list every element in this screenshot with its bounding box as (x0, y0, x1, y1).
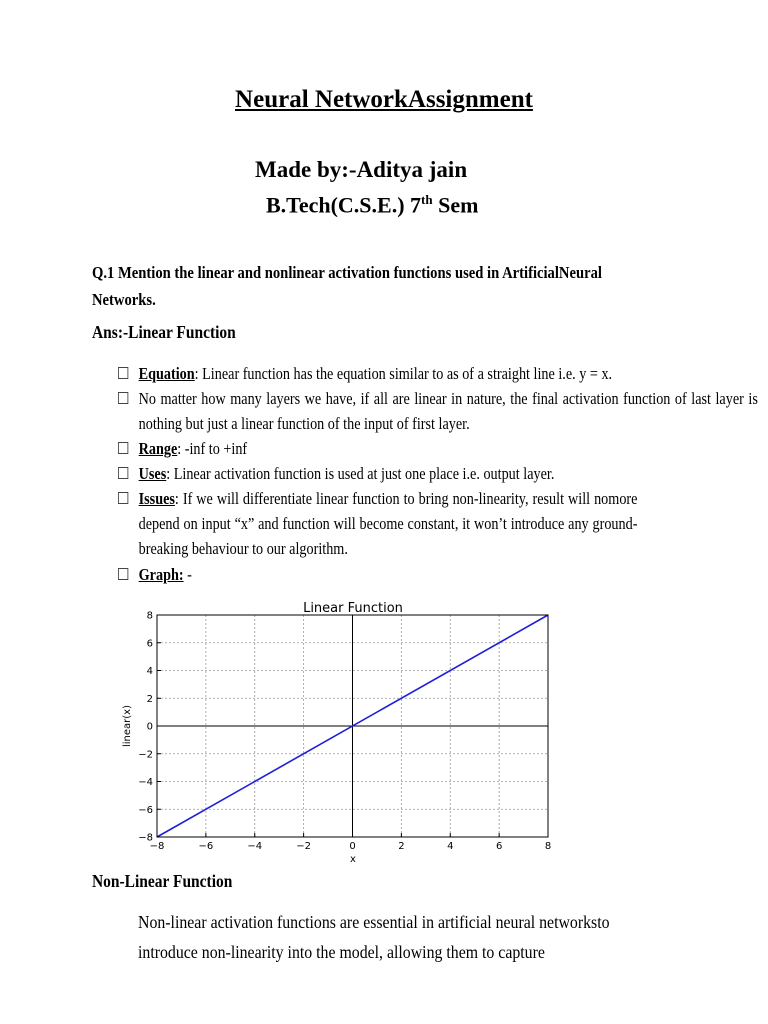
bullet-text: - (183, 565, 192, 584)
x-tick-label: −4 (247, 841, 263, 852)
y-tick-label: 0 (146, 721, 153, 733)
document-title: Neural NetworkAssignment (235, 86, 533, 113)
bullet-term: Range (138, 439, 178, 458)
x-tick-label: −2 (296, 841, 311, 852)
y-tick-label: −6 (138, 804, 153, 816)
y-tick-label: −2 (138, 749, 153, 761)
bullet-text: : Linear activation function is used at just one place i.e. output layer. (166, 464, 555, 483)
y-tick-label: 6 (146, 638, 153, 650)
bullet-term: Graph: (138, 565, 184, 584)
degree-suffix: Sem (432, 192, 479, 218)
bullet-equation (118, 361, 668, 386)
chart-title: Linear Function (303, 601, 403, 616)
bullet-term: Uses (138, 464, 167, 483)
bullet-graph (118, 562, 668, 587)
question-text: Q.1 Mention the linear and nonlinear activation functions used in ArtificialNeural Networks. (92, 263, 602, 309)
degree-prefix: B.Tech(C.S.E.) 7 (266, 192, 422, 218)
bullet-text: No matter how many layers we have, if all are linear in nature, the final activation function of last layer is nothing but just a linear function of the input of first layer. (138, 389, 758, 433)
degree-superscript: th (421, 192, 433, 207)
chart-ylabel: linear(x) (122, 704, 133, 748)
bullet-term: Issues (138, 489, 175, 508)
linear-function-bullets (118, 361, 758, 587)
chart-xlabel: x (350, 854, 356, 865)
x-tick-label: 0 (349, 841, 356, 852)
bullet-uses (118, 461, 668, 486)
answer-heading: Ans:-Linear Function (92, 322, 236, 342)
y-tick-label: −8 (138, 832, 153, 844)
checkbox-icon (118, 467, 128, 479)
checkbox-icon (118, 367, 128, 379)
nonlinear-heading: Non-Linear Function (92, 871, 233, 891)
linear-function-chart (110, 598, 570, 868)
x-tick-label: −6 (198, 841, 214, 852)
x-tick-label: 2 (398, 841, 405, 852)
bullet-text: : Linear function has the equation similar to as of a straight line i.e. y = x. (194, 364, 613, 383)
x-tick-label: −8 (149, 841, 165, 852)
degree-line (266, 192, 478, 218)
checkbox-icon (118, 392, 128, 404)
nonlinear-body: Non-linear activation functions are essential in artificial neural networksto introduce non-linearity into the model, allowing them to capture (138, 912, 610, 962)
y-tick-label: −4 (138, 777, 153, 788)
x-tick-label: 4 (447, 841, 454, 852)
y-tick-label: 4 (146, 666, 153, 677)
bullet-issues (118, 486, 637, 562)
author-line: Made by:-Aditya jain (255, 157, 468, 182)
checkbox-icon (118, 492, 128, 504)
bullet-text: : If we will differentiate linear function to bring non-linearity, result will nomore depend on input “x” and function will become constant, it won’t introduce any ground-breaking behaviour to our algorithm. (138, 489, 638, 558)
checkbox-icon (118, 568, 128, 580)
bullet-range (118, 436, 668, 461)
x-tick-label: 6 (495, 841, 503, 852)
checkbox-icon (118, 442, 128, 454)
y-tick-label: 2 (146, 693, 153, 705)
x-tick-label: 8 (544, 841, 552, 852)
bullet-term: Equation (138, 364, 195, 383)
y-tick-label: 8 (146, 610, 153, 622)
bullet-text: : -inf to +inf (177, 439, 248, 458)
bullet-layers (118, 386, 758, 436)
